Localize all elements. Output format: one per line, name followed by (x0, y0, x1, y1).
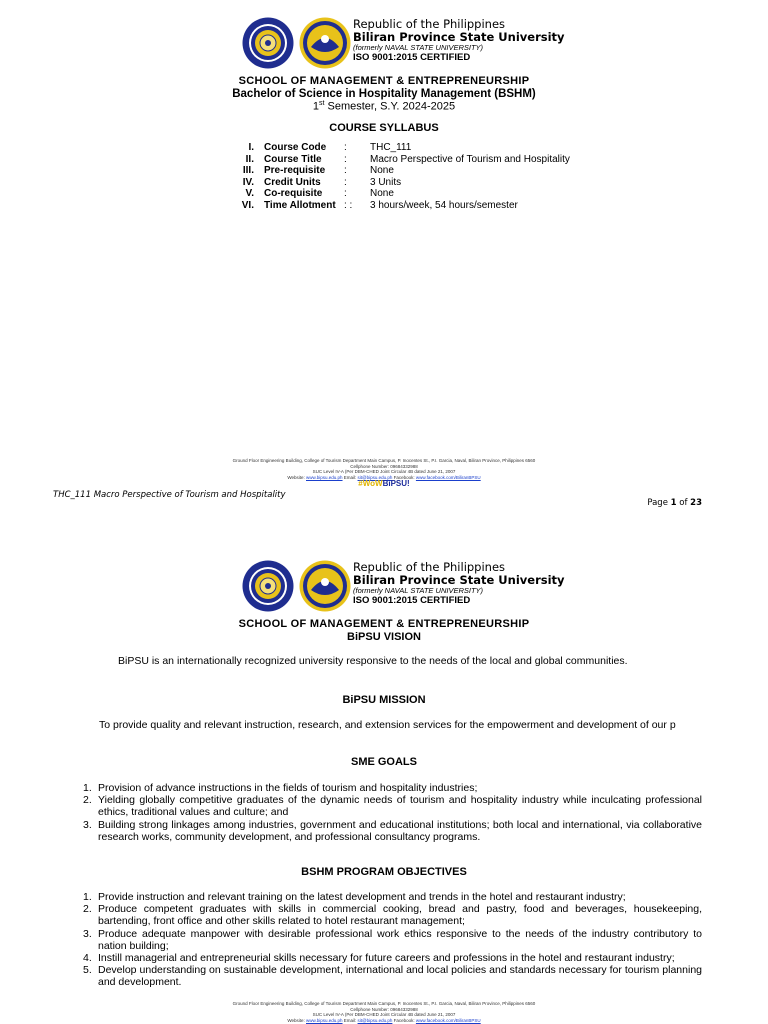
footer-address: Ground Floor Engineering Building, College of Tourism Department Main Campus, P. Inocentes St., P.I. Garcia, Naval, Biliran Province, Philippines 6560 (232, 458, 536, 463)
list-item (80, 819, 702, 843)
list-item (80, 903, 702, 927)
list-number: 2. (83, 794, 92, 807)
list-text: Building strong linkages among industries, government and educational institutions; both local and international, via collaborative research works, community development, and professional consultancy programs. (98, 818, 702, 843)
footer-email-label: Email: (342, 1017, 358, 1023)
list-item (80, 928, 702, 952)
footer-facebook-label: Facebook: (392, 474, 416, 480)
page-footer (0, 1001, 768, 1023)
list-item (80, 964, 702, 988)
page-prefix: Page (647, 498, 671, 508)
wow-bipsu-tag (0, 479, 768, 488)
info-label: Pre-requisite (264, 165, 326, 176)
list-number: 2. (83, 903, 92, 916)
info-num: IV. (242, 176, 254, 188)
college-seal-logo (299, 560, 351, 612)
college-seal-logo (299, 17, 351, 69)
mission-text: To provide quality and relevant instruction, research, and extension services for the empowerment and development of our p (99, 719, 676, 731)
list-text: Yielding globally competitive graduates of the dynamic needs of tourism and hospitality industry while inculcating professional ethics, traditional values and culture; and (98, 794, 702, 819)
footer-phone: Cellphone Number: 09684332988 (350, 463, 418, 469)
page-footer (0, 458, 768, 480)
footer-contacts (0, 1018, 768, 1024)
bipsu-seal-logo (242, 560, 294, 612)
wow-name: BiPSU! (382, 479, 410, 488)
list-number: 1. (83, 782, 92, 794)
list-number: 1. (83, 891, 92, 903)
page-current: 1 (670, 498, 677, 508)
goals-list (80, 782, 702, 843)
course-info-row (234, 142, 572, 154)
info-num: I. (248, 142, 254, 153)
info-colon: : (344, 142, 347, 153)
footer-facebook-link[interactable]: www.facebook.com/BiliranBPSU (415, 1017, 481, 1023)
info-label: Co-requisite (264, 188, 323, 199)
footer-website-label: Website: (287, 1017, 306, 1023)
semester-rest: Semester, S.Y. 2024-2025 (324, 100, 456, 113)
republic-text: Republic of the Philippines (353, 17, 506, 31)
list-item (80, 891, 702, 903)
semester-line (0, 100, 768, 113)
list-text: Provide instruction and relevant training on the latest development and trends in the hotel and restaurant industry; (98, 891, 626, 903)
info-label: Credit Units (264, 176, 321, 188)
course-info-row (234, 200, 572, 212)
school-name: SCHOOL OF MANAGEMENT & ENTREPRENEURSHIP (238, 75, 530, 87)
list-item (80, 794, 702, 818)
info-label: Course Code (264, 142, 327, 153)
footer-facebook-label: Facebook: (392, 1017, 416, 1023)
info-colon: : : (344, 199, 353, 211)
info-value: THC_111 (370, 142, 412, 153)
footer-website-link[interactable]: www.bipsu.edu.ph (306, 1017, 343, 1023)
info-num: III. (242, 165, 254, 176)
info-value: 3 Units (370, 176, 402, 188)
republic-text: Republic of the Philippines (353, 560, 506, 574)
page-2 (0, 543, 768, 1024)
info-colon: : (344, 165, 347, 176)
info-value: 3 hours/week, 54 hours/semester (370, 199, 518, 211)
footer-email-link[interactable]: sit@bipsu.edu.ph (357, 474, 393, 480)
mission-title: BiPSU MISSION (342, 694, 426, 706)
info-num: VI. (241, 199, 254, 211)
footer-suc-level: SUC Level IV-A (Per DBM-CHED Joint Circular 4B dated June 21, 2007 (312, 469, 456, 475)
university-name: Biliran Province State University (353, 30, 565, 45)
footer-email-link[interactable]: sit@bipsu.edu.ph (357, 1017, 393, 1023)
semester-suffix: st (319, 100, 325, 107)
footer-address: Ground Floor Engineering Building, College of Tourism Department Main Campus, P. Inocentes St., P.I. Garcia, Naval, Biliran Province, Philippines 6560 (232, 1001, 536, 1006)
bipsu-seal-logo (242, 17, 294, 69)
objectives-title: BSHM PROGRAM OBJECTIVES (301, 866, 467, 878)
iso-certification: ISO 9001:2015 CERTIFIED (353, 595, 471, 607)
vision-title: BiPSU VISION (347, 631, 421, 643)
info-label: Course Title (264, 153, 322, 165)
course-footer: THC_111 Macro Perspective of Tourism and Hospitality (53, 490, 286, 500)
course-info-row (234, 188, 572, 200)
info-num: V. (245, 188, 254, 199)
school-name: SCHOOL OF MANAGEMENT & ENTREPRENEURSHIP (238, 618, 530, 630)
program-name: Bachelor of Science in Hospitality Management (BSHM) (232, 88, 536, 100)
university-header (242, 560, 572, 614)
course-info-row (234, 154, 572, 166)
semester-ordinal: 1 (312, 100, 319, 113)
info-colon: : (344, 188, 347, 199)
footer-facebook-link[interactable]: www.facebook.com/BiliranBPSU (415, 474, 481, 480)
page-of: of (676, 498, 691, 508)
course-info-row (234, 177, 572, 189)
course-info-table (234, 142, 572, 211)
info-value: Macro Perspective of Tourism and Hospitality (370, 153, 570, 165)
goals-title: SME GOALS (350, 756, 417, 768)
info-value: None (370, 188, 394, 199)
list-number: 4. (83, 952, 92, 965)
page-total: 23 (690, 498, 702, 508)
info-value: None (370, 165, 394, 176)
list-item (80, 782, 702, 794)
list-item (80, 952, 702, 964)
list-text: Produce competent graduates with skills in commercial cooking, bread and pastry, food and beverages, housekeeping, bartending, front office and other skills related to hotel restaurant management; (98, 903, 702, 928)
page-number (647, 498, 702, 508)
list-text: Produce adequate manpower with desirable professional work ethics responsive to the needs of the industry contributory to nation building; (98, 927, 702, 952)
footer-email-label: Email: (342, 474, 358, 480)
info-num: II. (245, 153, 254, 165)
info-colon: : (344, 176, 347, 188)
university-header (242, 17, 572, 71)
formerly-text: (formerly NAVAL STATE UNIVERSITY) (353, 43, 484, 53)
list-number: 3. (83, 818, 92, 831)
wow-hashtag: #WoW (358, 479, 383, 488)
list-number: 3. (83, 927, 92, 940)
objectives-list (80, 891, 702, 989)
formerly-text: (formerly NAVAL STATE UNIVERSITY) (353, 586, 484, 596)
footer-phone: Cellphone Number: 09684332988 (350, 1006, 418, 1012)
syllabus-title: COURSE SYLLABUS (329, 122, 439, 134)
list-text: Provision of advance instructions in the fields of tourism and hospitality industries; (98, 782, 478, 794)
iso-certification: ISO 9001:2015 CERTIFIED (353, 52, 471, 64)
info-label: Time Allotment (264, 199, 336, 211)
footer-website-label: Website: (287, 474, 306, 480)
course-info-row (234, 165, 572, 177)
vision-text: BiPSU is an internationally recognized university responsive to the needs of the local and global communities. (118, 655, 628, 667)
list-number: 5. (83, 964, 92, 977)
info-colon: : (344, 153, 347, 165)
list-text: Instill managerial and entrepreneurial skills necessary for future careers and professions in the hotel and restaurant industry; (98, 952, 675, 965)
footer-suc-level: SUC Level IV-A (Per DBM-CHED Joint Circular 4B dated June 21, 2007 (312, 1012, 456, 1018)
university-name: Biliran Province State University (353, 573, 565, 588)
list-text: Develop understanding on sustainable development, international and local policies and standards necessary for tourism planning and development. (98, 964, 702, 989)
footer-website-link[interactable]: www.bipsu.edu.ph (306, 474, 343, 480)
